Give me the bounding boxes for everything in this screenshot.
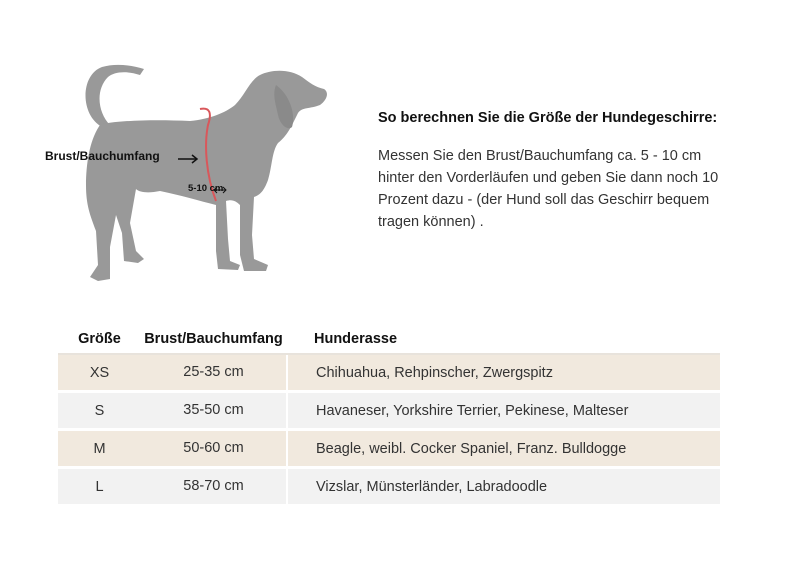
dog-illustration (40, 55, 340, 295)
size-cell: S (94, 402, 105, 419)
chest-circumference-label: Brust/Bauchumfang (45, 149, 160, 163)
header-circumference: Brust/Bauchumfang (144, 331, 283, 347)
header-size: Größe (78, 331, 121, 347)
instructions (378, 107, 728, 233)
breed-cell: Beagle, weibl. Cocker Spaniel, Franz. Bulldogge (316, 440, 627, 457)
table-row (58, 393, 720, 428)
table-header (58, 325, 720, 353)
distance-label: 5-10 cm (188, 183, 224, 194)
size-cell: M (93, 440, 106, 457)
range-cell: 35-50 cm (141, 393, 288, 428)
breed-cell: Havaneser, Yorkshire Terrier, Pekinese, Malteser (316, 402, 629, 419)
size-table (58, 325, 720, 507)
range-cell: 58-70 cm (141, 469, 288, 504)
breed-cell: Chihuahua, Rehpinscher, Zwergspitz (316, 364, 553, 381)
dog-silhouette-icon (40, 55, 340, 295)
instructions-body: Messen Sie den Brust/Bauchumfang ca. 5 - 10 cm hinter den Vorderläufen und geben Sie dann noch 10 Prozent dazu - (der Hund soll das Geschirr bequem tragen können) . (378, 148, 719, 230)
table-row (58, 355, 720, 390)
table-row (58, 469, 720, 504)
range-cell: 50-60 cm (141, 431, 288, 466)
instructions-title: So berechnen Sie die Größe der Hundegeschirre: (378, 110, 718, 126)
header-breed: Hunderasse (314, 331, 398, 347)
breed-cell: Vizslar, Münsterländer, Labradoodle (316, 478, 548, 495)
table-row (58, 431, 720, 466)
size-cell: XS (89, 364, 110, 381)
size-cell: L (95, 478, 104, 495)
range-cell: 25-35 cm (141, 355, 288, 390)
